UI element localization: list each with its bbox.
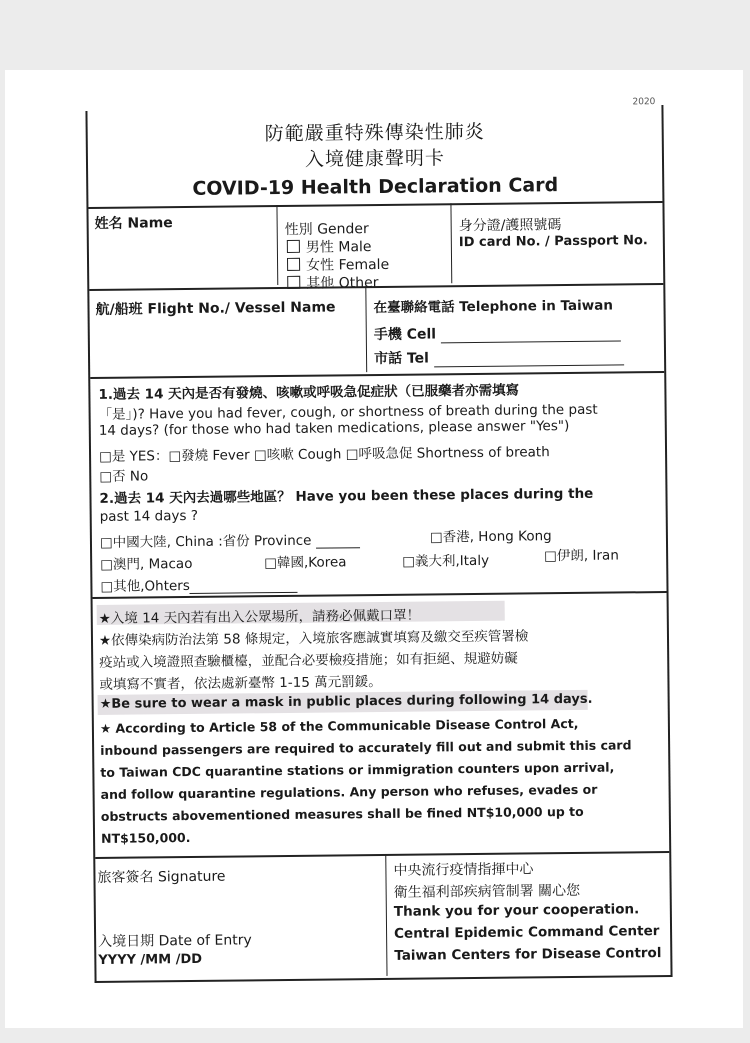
- cell-input-line[interactable]: [441, 340, 621, 343]
- notice-en-mask: ★Be sure to wear a mask in public places during following 14 days.: [99, 691, 593, 712]
- region-china-option[interactable]: □中國大陸, China :省份 Province: [100, 528, 360, 551]
- cell-field[interactable]: 手機 Cell: [374, 321, 621, 344]
- card-title-zh-2: 入境健康聲明卡: [304, 147, 446, 171]
- question-1-no-option[interactable]: □否 No: [99, 468, 149, 485]
- notice-zh-2: ★依傳染病防治法第 58 條規定，入境旅客應誠實填寫及繳交至疾管署檢: [98, 628, 529, 649]
- gender-label: 性別 Gender: [284, 221, 369, 238]
- card-title-zh-1: 防範嚴重特殊傳染性肺炎: [264, 120, 485, 146]
- name-label: 姓名 Name: [94, 215, 173, 232]
- notice-en-line: and follow quarantine regulations. Any person who refuses, evades or: [100, 781, 598, 802]
- entry-date-label: 入境日期 Date of Entry: [98, 932, 252, 950]
- card-title-en: COVID-19 Health Declaration Card: [192, 174, 559, 200]
- flight-label: 航/船班 Flight No./ Vessel Name: [95, 299, 336, 318]
- divider: [95, 851, 669, 859]
- telephone-label: 在臺聯絡電話 Telephone in Taiwan: [373, 297, 614, 317]
- divider: [90, 371, 664, 379]
- divider: [365, 286, 367, 372]
- notice-zh-1: ★入境 14 天內若有出入公眾場所，請務必佩戴口罩！: [98, 607, 421, 627]
- divider: [450, 203, 452, 283]
- notice-en-line: to Taiwan CDC quarantine stations or immigration counters upon arrival,: [100, 759, 615, 780]
- footer-en-3: Taiwan Centers for Disease Control: [394, 945, 662, 964]
- divider: [88, 201, 662, 209]
- region-other-option[interactable]: □其他,Ohters: [100, 573, 298, 595]
- region-korea-option[interactable]: □韓國,Korea: [264, 554, 347, 572]
- region-hongkong-option[interactable]: □香港, Hong Kong: [429, 528, 552, 546]
- id-label-en: ID card No. / Passport No.: [458, 233, 648, 251]
- notice-zh-3: 疫站或入境證照查驗櫃檯，並配合必要檢疫措施；如有拒絕、規避妨礙: [99, 650, 518, 671]
- notice-en-line: obstructs abovementioned measures shall be fined NT$10,000 up to: [100, 803, 584, 824]
- region-macao-option[interactable]: □澳門, Macao: [100, 555, 193, 573]
- other-region-input-line[interactable]: [190, 592, 298, 594]
- question-2-line-1: 2.過去 14 天內去過哪些地區？ Have you been these places during the: [99, 485, 594, 507]
- signature-label: 旅客簽名 Signature: [97, 868, 226, 886]
- notice-en-line: ★ According to Article 58 of the Communicable Disease Control Act,: [99, 715, 579, 736]
- divider: [385, 854, 387, 976]
- notice-en-line: NT$150,000.: [100, 829, 191, 846]
- footer-en-2: Central Epidemic Command Center: [393, 923, 660, 942]
- question-1-yes-options[interactable]: □是 YES：□發燒 Fever □咳嗽 Cough □呼吸急促 Shortness of breath: [98, 444, 550, 465]
- region-iran-option[interactable]: □伊朗, Iran: [544, 547, 619, 565]
- checkbox-icon: [287, 258, 300, 271]
- footer-en-1: Thank you for your cooperation.: [393, 901, 640, 920]
- gender-option-female[interactable]: 女性 Female: [287, 254, 389, 275]
- footer-zh-1: 中央流行疫情指揮中心: [393, 861, 534, 879]
- footer-zh-2: 衛生福利部疾病管制署 關心您: [393, 882, 581, 901]
- tel-field[interactable]: 市話 Tel: [374, 345, 624, 368]
- health-declaration-card: [85, 97, 672, 983]
- card-year: 2020: [632, 97, 656, 108]
- question-2-line-2: past 14 days ?: [99, 507, 199, 525]
- divider: [276, 205, 278, 285]
- question-1-line-2: 「是」)? Have you had fever, cough, or shortness of breath during the past: [98, 401, 598, 423]
- tel-input-line[interactable]: [434, 364, 624, 367]
- gender-option-male[interactable]: 男性 Male: [287, 236, 372, 257]
- notice-zh-4: 或填寫不實者，依法處新臺幣 1-15 萬元罰鍰。: [99, 673, 382, 693]
- gender-option-other[interactable]: 其他 Other: [287, 272, 378, 293]
- question-1-line-3: 14 days? (for those who had taken medications, please answer "Yes"): [98, 418, 570, 439]
- entry-date-format[interactable]: YYYY /MM /DD: [98, 951, 203, 968]
- notice-en-line: inbound passengers are required to accurately fill out and submit this card: [100, 737, 632, 758]
- region-italy-option[interactable]: □義大利,Italy: [402, 552, 490, 570]
- checkbox-icon: [287, 240, 300, 253]
- id-label-zh: 身分證/護照號碼: [458, 217, 562, 235]
- province-input-line[interactable]: [316, 547, 360, 548]
- question-1-line-1: 1.過去 14 天內是否有發燒、咳嗽或呼吸急促症狀（已服藥者亦需填寫: [98, 382, 520, 403]
